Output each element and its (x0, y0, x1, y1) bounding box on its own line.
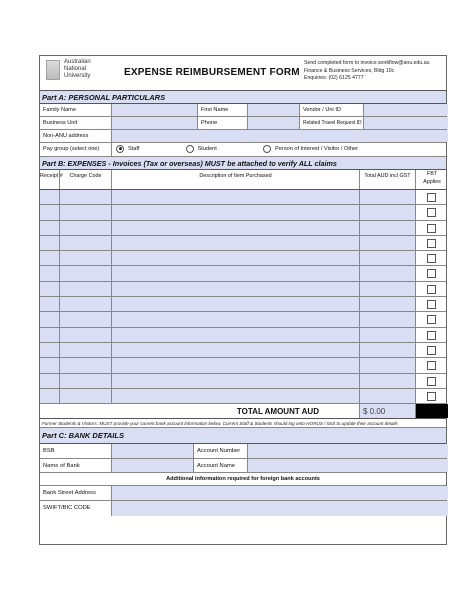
receipt-field[interactable] (40, 282, 60, 296)
phone-label: Phone (198, 117, 248, 129)
total-field[interactable] (360, 358, 416, 372)
receipt-field[interactable] (40, 374, 60, 388)
charge-code-field[interactable] (60, 282, 112, 296)
account-name-label: Account Name (194, 459, 248, 473)
fbt-cell (416, 282, 448, 296)
charge-code-field[interactable] (60, 389, 112, 403)
description-field[interactable] (112, 343, 360, 357)
vendor-id-label: Vendor / Uni ID (300, 104, 364, 116)
first-name-label: First Name (198, 104, 248, 116)
pay-group-row (40, 143, 446, 157)
student-radio[interactable] (186, 145, 194, 153)
bank-row-2 (40, 459, 446, 474)
description-field[interactable] (112, 266, 360, 280)
fbt-col-header: FBT Applies (423, 171, 441, 185)
receipt-field[interactable] (40, 205, 60, 219)
description-col-header: Description of Item Purchased (112, 170, 360, 189)
fbt-cell (416, 358, 448, 372)
total-field[interactable] (360, 297, 416, 311)
charge-code-field[interactable] (60, 205, 112, 219)
bank-name-field[interactable] (112, 459, 194, 473)
university-line-3: University (64, 73, 91, 79)
description-field[interactable] (112, 205, 360, 219)
fbt-cell (416, 251, 448, 265)
university-name (64, 59, 91, 80)
fbt-checkbox[interactable] (427, 361, 436, 370)
fbt-checkbox[interactable] (427, 224, 436, 233)
student-label: Student (197, 146, 217, 152)
total-field[interactable] (360, 236, 416, 250)
total-fbt-blank (416, 404, 448, 418)
option-student[interactable] (186, 143, 262, 155)
charge-code-field[interactable] (60, 374, 112, 388)
send-info-line-1: Send completed form to invoice.workflow@anu.edu.au (304, 60, 430, 66)
family-name-label: Family Name (40, 104, 112, 116)
fbt-cell (416, 374, 448, 388)
charge-code-field[interactable] (60, 297, 112, 311)
total-field[interactable] (360, 190, 416, 204)
expense-table-header (40, 170, 446, 190)
send-info-line-3: Enquiries: (02) 6125 4777 (304, 75, 364, 81)
option-other[interactable] (263, 143, 358, 155)
form-header (40, 56, 446, 91)
expense-row (40, 221, 446, 236)
expense-row (40, 312, 446, 327)
expense-form (39, 55, 447, 545)
charge-code-col-header: Charge Code (60, 170, 112, 189)
fbt-cell (416, 297, 448, 311)
part-a-heading: Part A: PERSONAL PARTICULARS (40, 91, 446, 104)
fbt-checkbox[interactable] (427, 269, 436, 278)
part-c-heading: Part C: BANK DETAILS (40, 428, 446, 444)
description-field[interactable] (112, 282, 360, 296)
description-field[interactable] (112, 297, 360, 311)
bsb-field[interactable] (112, 444, 194, 458)
receipt-field[interactable] (40, 358, 60, 372)
fbt-checkbox[interactable] (427, 254, 436, 263)
charge-code-field[interactable] (60, 266, 112, 280)
expense-row (40, 328, 446, 343)
charge-code-field[interactable] (60, 358, 112, 372)
fbt-cell (416, 266, 448, 280)
fbt-checkbox[interactable] (427, 193, 436, 202)
fbt-checkbox[interactable] (427, 392, 436, 401)
receipt-field[interactable] (40, 312, 60, 326)
swift-label: SWIFT/BIC CODE (40, 501, 112, 516)
non-anu-address-row (40, 130, 446, 143)
description-field[interactable] (112, 251, 360, 265)
pay-group-label: Pay group (select one) (40, 143, 112, 156)
vendor-id-field[interactable] (364, 104, 448, 116)
expense-row (40, 205, 446, 220)
expense-row (40, 374, 446, 389)
total-field[interactable] (360, 374, 416, 388)
option-staff[interactable] (116, 143, 184, 155)
total-field[interactable] (360, 389, 416, 403)
expense-row (40, 297, 446, 312)
total-col-header: Total AUD incl GST (360, 170, 416, 189)
receipt-field[interactable] (40, 251, 60, 265)
description-field[interactable] (112, 190, 360, 204)
bank-note: Former Students & Visitors: MUST provide your current bank account information below. Current Staff & Students should log onto HORUS / ISIS to update their account details (40, 419, 446, 428)
fbt-checkbox[interactable] (427, 331, 436, 340)
expense-row (40, 251, 446, 266)
expense-row (40, 343, 446, 358)
other-radio[interactable] (263, 145, 271, 153)
charge-code-field[interactable] (60, 343, 112, 357)
receipt-field[interactable] (40, 389, 60, 403)
swift-field[interactable] (112, 501, 448, 516)
university-line-1: Australian (64, 59, 91, 65)
receipt-field[interactable] (40, 236, 60, 250)
total-field[interactable] (360, 328, 416, 342)
charge-code-field[interactable] (60, 221, 112, 235)
expense-row (40, 266, 446, 281)
bank-street-field[interactable] (112, 486, 448, 500)
fbt-checkbox[interactable] (427, 239, 436, 248)
bsb-label: BSB (40, 444, 112, 458)
expense-row (40, 282, 446, 297)
university-crest-icon (46, 60, 60, 80)
send-info (304, 60, 430, 83)
particulars-row-1 (40, 104, 446, 117)
part-b-heading: Part B: EXPENSES - Invoices (Tax or overseas) MUST be attached to verify ALL claims (40, 157, 446, 170)
description-field[interactable] (112, 358, 360, 372)
charge-code-field[interactable] (60, 251, 112, 265)
receipt-field[interactable] (40, 221, 60, 235)
expense-row (40, 358, 446, 373)
bank-row-1 (40, 444, 446, 459)
family-name-field[interactable] (112, 104, 198, 116)
fbt-cell (416, 328, 448, 342)
first-name-field[interactable] (248, 104, 300, 116)
description-field[interactable] (112, 328, 360, 342)
fbt-cell (416, 236, 448, 250)
description-field[interactable] (112, 389, 360, 403)
description-field[interactable] (112, 312, 360, 326)
fbt-cell (416, 205, 448, 219)
charge-code-field[interactable] (60, 236, 112, 250)
fbt-checkbox[interactable] (427, 377, 436, 386)
description-field[interactable] (112, 221, 360, 235)
account-number-label: Account Number (194, 444, 248, 458)
fbt-checkbox[interactable] (427, 300, 436, 309)
total-field[interactable] (360, 221, 416, 235)
receipt-col-header: Receipt # (40, 170, 60, 189)
total-amount-label: TOTAL AMOUNT AUD (40, 404, 360, 418)
fbt-cell (416, 221, 448, 235)
expense-row (40, 389, 446, 404)
other-label: Person of Interest / Visitor / Other (275, 146, 359, 152)
business-unit-label: Business Unit (40, 117, 112, 129)
receipt-field[interactable] (40, 328, 60, 342)
send-info-line-2: Finance & Business Services, Bldg 10c (304, 67, 395, 74)
bank-street-label: Bank Street Address (40, 486, 112, 500)
description-field[interactable] (112, 236, 360, 250)
account-name-field[interactable] (248, 459, 448, 473)
bank-name-label: Name of Bank (40, 459, 112, 473)
fbt-checkbox[interactable] (427, 346, 436, 355)
receipt-field[interactable] (40, 343, 60, 357)
fbt-cell (416, 343, 448, 357)
travel-request-label: Related Travel Request ID (300, 117, 364, 129)
fbt-checkbox[interactable] (427, 285, 436, 294)
total-row (40, 404, 446, 419)
description-field[interactable] (112, 374, 360, 388)
swift-row (40, 501, 446, 516)
non-anu-address-field[interactable] (112, 130, 448, 142)
fbt-cell (416, 190, 448, 204)
receipt-field[interactable] (40, 266, 60, 280)
fbt-cell (416, 312, 448, 326)
fbt-checkbox[interactable] (427, 208, 436, 217)
fbt-checkbox[interactable] (427, 315, 436, 324)
form-title: EXPENSE REIMBURSEMENT FORM (124, 67, 300, 78)
business-unit-field[interactable] (112, 117, 198, 129)
total-field[interactable] (360, 251, 416, 265)
foreign-accounts-heading: Additional information required for foreign bank accounts (40, 473, 446, 486)
expense-row (40, 190, 446, 205)
staff-radio[interactable] (116, 145, 124, 153)
account-number-field[interactable] (248, 444, 448, 458)
bank-street-row (40, 486, 446, 501)
phone-field[interactable] (248, 117, 300, 129)
charge-code-field[interactable] (60, 312, 112, 326)
expense-row (40, 236, 446, 251)
total-amount-value: $ 0.00 (360, 404, 416, 418)
fbt-cell (416, 389, 448, 403)
travel-request-field[interactable] (364, 117, 448, 129)
receipt-field[interactable] (40, 190, 60, 204)
charge-code-field[interactable] (60, 328, 112, 342)
staff-label: Staff (128, 146, 140, 152)
total-field[interactable] (360, 266, 416, 280)
charge-code-field[interactable] (60, 190, 112, 204)
receipt-field[interactable] (40, 297, 60, 311)
particulars-row-2 (40, 117, 446, 130)
total-field[interactable] (360, 282, 416, 296)
pay-group-options (112, 143, 448, 156)
university-line-2: National (64, 66, 87, 72)
non-anu-address-label: Non-ANU address (40, 130, 112, 142)
expense-rows (40, 190, 446, 404)
total-field[interactable] (360, 312, 416, 326)
total-field[interactable] (360, 343, 416, 357)
total-field[interactable] (360, 205, 416, 219)
